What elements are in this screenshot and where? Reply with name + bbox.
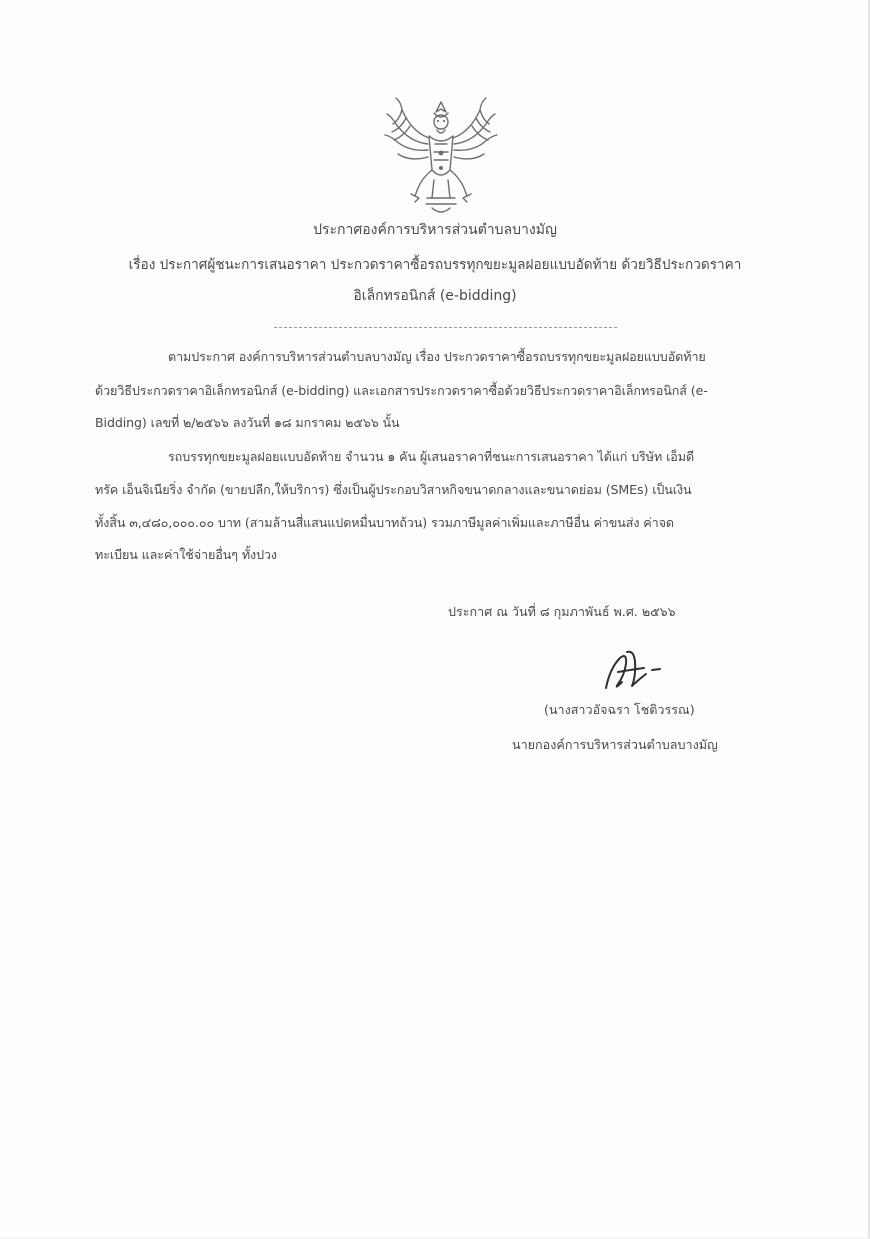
body-line: ทรัค เอ็นจิเนียริ่ง จำกัด (ขายปลีก,ให้บริการ) ซึ่งเป็นผู้ประกอบวิสาหกิจขนาดกลางและขนาดย่อม (SMEs) เป็นเงิน (95, 482, 692, 497)
garuda-emblem-icon (382, 88, 500, 218)
handwritten-signature (594, 644, 690, 698)
signer-name: (นางสาวอัจฉรา โชติวรรณ) (544, 702, 695, 717)
body-line: ทะเบียน และค่าใช้จ่ายอื่นๆ ทั้งปวง (95, 547, 277, 562)
document-subject-continued: อิเล็กทรอนิกส์ (e-bidding) (353, 288, 517, 304)
body-line: ด้วยวิธีประกวดราคาอิเล็กทรอนิกส์ (e-bidding) และเอกสารประกวดราคาซื้อด้วยวิธีประกวดราคาอิเล็กทรอนิกส์ (e- (95, 383, 708, 398)
signer-position: นายกองค์การบริหารส่วนตำบลบางมัญ (512, 737, 718, 752)
body-line: รถบรรทุกขยะมูลฝอยแบบอัดท้าย จำนวน ๑ คัน ผู้เสนอราคาที่ชนะการเสนอราคา ได้แก่ บริษัท เอ็มดี (168, 449, 695, 464)
document-title: ประกาศองค์การบริหารส่วนตำบลบางมัญ (313, 222, 557, 238)
dashed-divider (274, 327, 617, 328)
body-line: Bidding) เลขที่ ๒/๒๕๖๖ ลงวันที่ ๑๘ มกราคม ๒๕๖๖ นั้น (95, 415, 400, 430)
announcement-date: ประกาศ ณ วันที่ ๘ กุมภาพันธ์ พ.ศ. ๒๕๖๖ (448, 604, 676, 619)
body-line: ทั้งสิ้น ๓,๔๘๐,๐๐๐.๐๐ บาท (สามล้านสี่แสนแปดหมื่นบาทถ้วน) รวมภาษีมูลค่าเพิ่มและภาษีอื่น ค่าขนส่ง ค่าจด (95, 515, 674, 530)
body-line: ตามประกาศ องค์การบริหารส่วนตำบลบางมัญ เรื่อง ประกวดราคาซื้อรถบรรทุกขยะมูลฝอยแบบอัดท้าย (168, 349, 706, 364)
document-subject: เรื่อง ประกาศผู้ชนะการเสนอราคา ประกวดราคาซื้อรถบรรทุกขยะมูลฝอยแบบอัดท้าย ด้วยวิธีประกวดราคา (128, 257, 742, 273)
